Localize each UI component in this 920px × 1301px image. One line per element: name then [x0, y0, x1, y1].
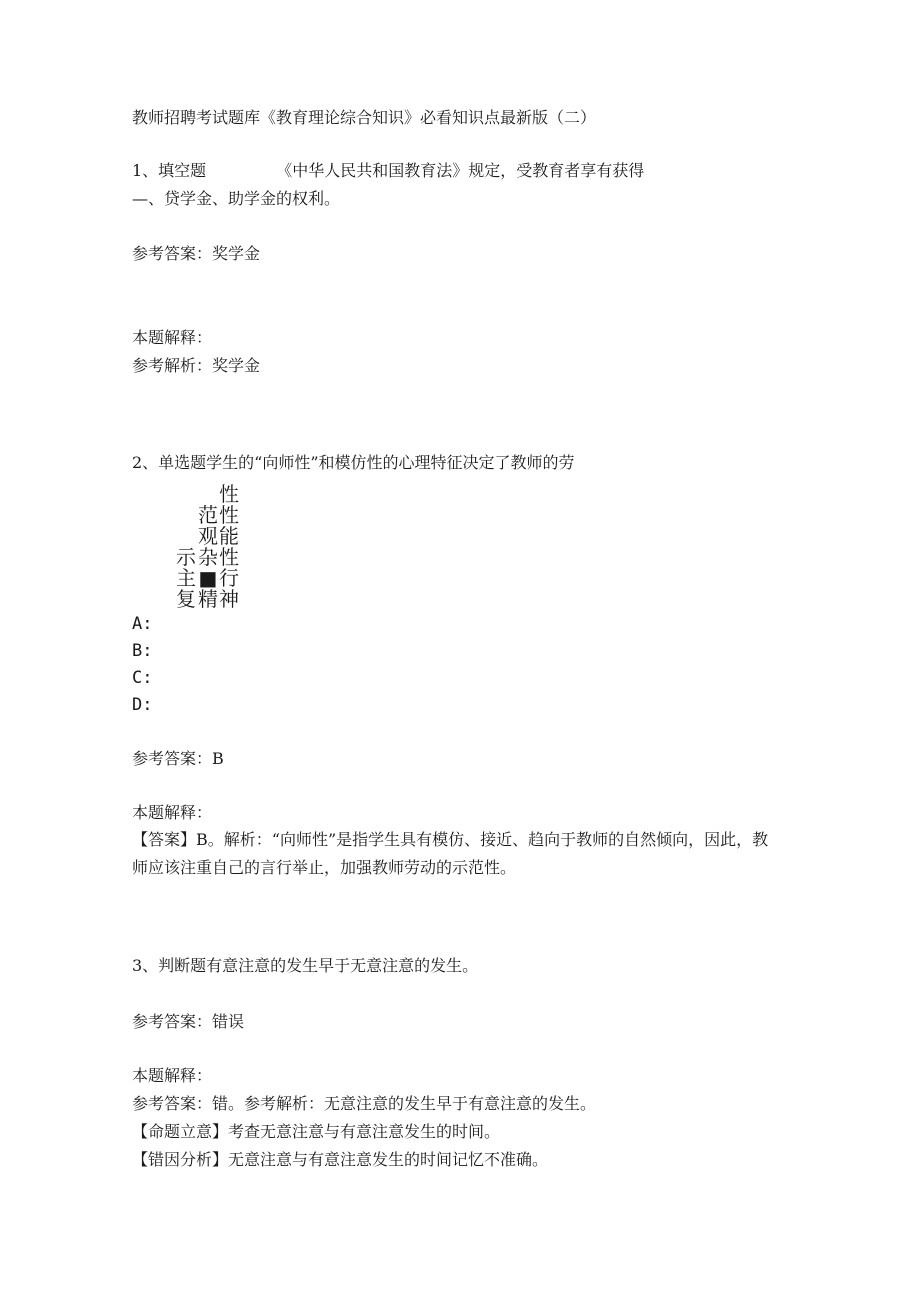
question-1 [132, 163, 644, 179]
option-char: 性 [219, 503, 239, 527]
option-char: 观 [198, 524, 218, 548]
option-c[interactable]: C: [132, 668, 153, 688]
question-3-explain-line-2: 【命题立意】考查无意注意与有意注意发生的时间。 [132, 1122, 501, 1141]
option-column-1 [176, 547, 196, 610]
option-char: 性 [219, 482, 239, 506]
option-char: 能 [219, 524, 239, 548]
question-1-type: 1、填空题 [132, 161, 207, 180]
question-2-text: 2、单选题学生的“向师性”和模仿性的心理特征决定了教师的劳 [132, 453, 575, 472]
option-a[interactable]: A: [132, 614, 153, 634]
option-char: 杂 [198, 545, 218, 569]
option-char: 复 [176, 587, 196, 611]
option-column-2 [198, 505, 218, 610]
option-char: 行 [219, 566, 239, 590]
option-columns [176, 482, 246, 611]
question-1-text-continued: —、贷学金、助学金的权利。 [132, 189, 341, 208]
question-1-answer: 参考答案：奖学金 [132, 244, 261, 263]
question-1-explain-label: 本题解释： [132, 328, 213, 347]
option-b[interactable]: B: [132, 641, 153, 661]
option-char: 示 [176, 545, 196, 569]
question-3-explain-line-1: 参考答案：错。参考解析：无意注意的发生早于有意注意的发生。 [132, 1094, 597, 1113]
question-3-explain-label: 本题解释： [132, 1066, 213, 1085]
option-d[interactable]: D: [132, 695, 153, 715]
question-2-answer: 参考答案：B [132, 749, 224, 768]
question-2-explain-label: 本题解释： [132, 803, 213, 822]
option-char: 范 [198, 503, 218, 527]
document-title: 教师招聘考试题库《教育理论综合知识》必看知识点最新版（二） [132, 108, 597, 127]
question-2-explain: 【答案】B。解析：“向师性”是指学生具有模仿、接近、趋向于教师的自然倾向，因此，教师应该注重自己的言行举止，加强教师劳动的示范性。 [132, 830, 769, 877]
question-1-explain: 参考解析：奖学金 [132, 356, 261, 375]
option-char: ■ [198, 566, 218, 590]
option-char: 主 [176, 566, 196, 590]
question-3-text: 3、判断题有意注意的发生早于无意注意的发生。 [132, 956, 479, 975]
option-char: 精 [198, 587, 218, 611]
option-char: 神 [219, 587, 239, 611]
question-3-explain-line-3: 【错因分析】无意注意与有意注意发生的时间记忆不准确。 [132, 1150, 549, 1169]
option-char: 性 [219, 545, 239, 569]
option-column-3 [219, 484, 239, 610]
question-1-text: 《中华人民共和国教育法》规定，受教育者享有获得 [276, 161, 645, 180]
question-3-answer: 参考答案：错误 [132, 1012, 245, 1031]
